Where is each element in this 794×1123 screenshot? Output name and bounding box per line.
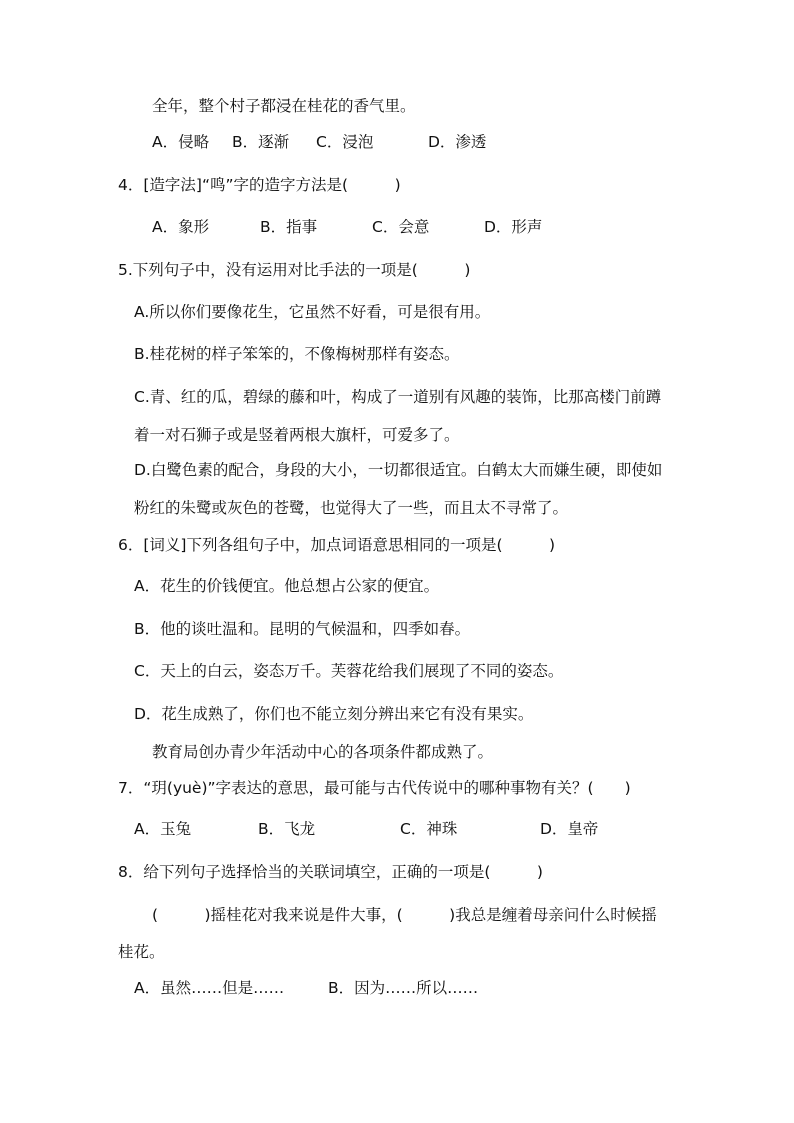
q4-option-d[interactable]: D．形声 bbox=[484, 218, 543, 236]
q3-sentence: 全年，整个村子都浸在桂花的香气里。 bbox=[152, 97, 416, 115]
q6-option-c[interactable]: C．天上的白云，姿态万千。芙蓉花给我们展现了不同的姿态。 bbox=[134, 662, 564, 680]
q8-sentence-line2: 桂花。 bbox=[118, 943, 165, 961]
q5-option-b[interactable]: B.桂花树的样子笨笨的，不像梅树那样有姿态。 bbox=[134, 345, 460, 363]
q5-option-c-line2: 着一对石狮子或是竖着两根大旗杆，可爱多了。 bbox=[134, 426, 460, 444]
q3-option-d[interactable]: D．渗透 bbox=[428, 133, 487, 151]
q4-option-b[interactable]: B．指事 bbox=[260, 218, 318, 236]
q4-stem: 4．[造字法]“鸣”字的造字方法是( ) bbox=[118, 176, 401, 194]
q7-stem: 7．“玥(yuè)”字表达的意思，最可能与古代传说中的哪种事物有关？( ) bbox=[118, 779, 631, 797]
q6-option-a[interactable]: A．花生的价钱便宜。他总想占公家的便宜。 bbox=[134, 577, 440, 595]
q8-sentence-line1: ( )摇桂花对我来说是件大事，( )我总是缠着母亲问什么时候摇 bbox=[152, 906, 657, 924]
q5-option-d-line2: 粉红的朱鹭或灰色的苍鹭，也觉得大了一些，而且太不寻常了。 bbox=[134, 499, 569, 517]
q5-option-a[interactable]: A.所以你们要像花生，它虽然不好看，可是很有用。 bbox=[134, 303, 491, 321]
q5-option-c-line1[interactable]: C.青、红的瓜，碧绿的藤和叶，构成了一道别有风趣的装饰，比那高楼门前蹲 bbox=[134, 388, 662, 406]
q4-option-a[interactable]: A．象形 bbox=[152, 218, 210, 236]
q7-option-b[interactable]: B．飞龙 bbox=[258, 820, 316, 838]
q5-stem: 5.下列句子中，没有运用对比手法的一项是( ) bbox=[118, 261, 471, 279]
q3-option-c[interactable]: C．浸泡 bbox=[316, 133, 374, 151]
q7-option-c[interactable]: C．神珠 bbox=[400, 820, 458, 838]
q6-stem: 6．[词义]下列各组句子中，加点词语意思相同的一项是( ) bbox=[118, 536, 556, 554]
q8-stem: 8．给下列句子选择恰当的关联词填空，正确的一项是( ) bbox=[118, 863, 543, 881]
q3-option-b[interactable]: B．逐渐 bbox=[232, 133, 290, 151]
q5-option-d-line1[interactable]: D.白鹭色素的配合，身段的大小，一切都很适宜。白鹤太大而嫌生硬，即使如 bbox=[134, 461, 663, 479]
q8-option-a[interactable]: A．虽然……但是…… bbox=[134, 979, 285, 997]
q7-option-a[interactable]: A．玉兔 bbox=[134, 820, 192, 838]
q6-option-d-line2: 教育局创办青少年活动中心的各项条件都成熟了。 bbox=[152, 743, 494, 761]
q6-option-b[interactable]: B．他的谈吐温和。昆明的气候温和，四季如春。 bbox=[134, 620, 471, 638]
q6-option-d-line1[interactable]: D．花生成熟了，你们也不能立刻分辨出来它有没有果实。 bbox=[134, 705, 534, 723]
q3-option-a[interactable]: A．侵略 bbox=[152, 133, 210, 151]
q7-option-d[interactable]: D．皇帝 bbox=[540, 820, 599, 838]
q4-option-c[interactable]: C．会意 bbox=[372, 218, 430, 236]
q8-option-b[interactable]: B．因为……所以…… bbox=[328, 979, 479, 997]
